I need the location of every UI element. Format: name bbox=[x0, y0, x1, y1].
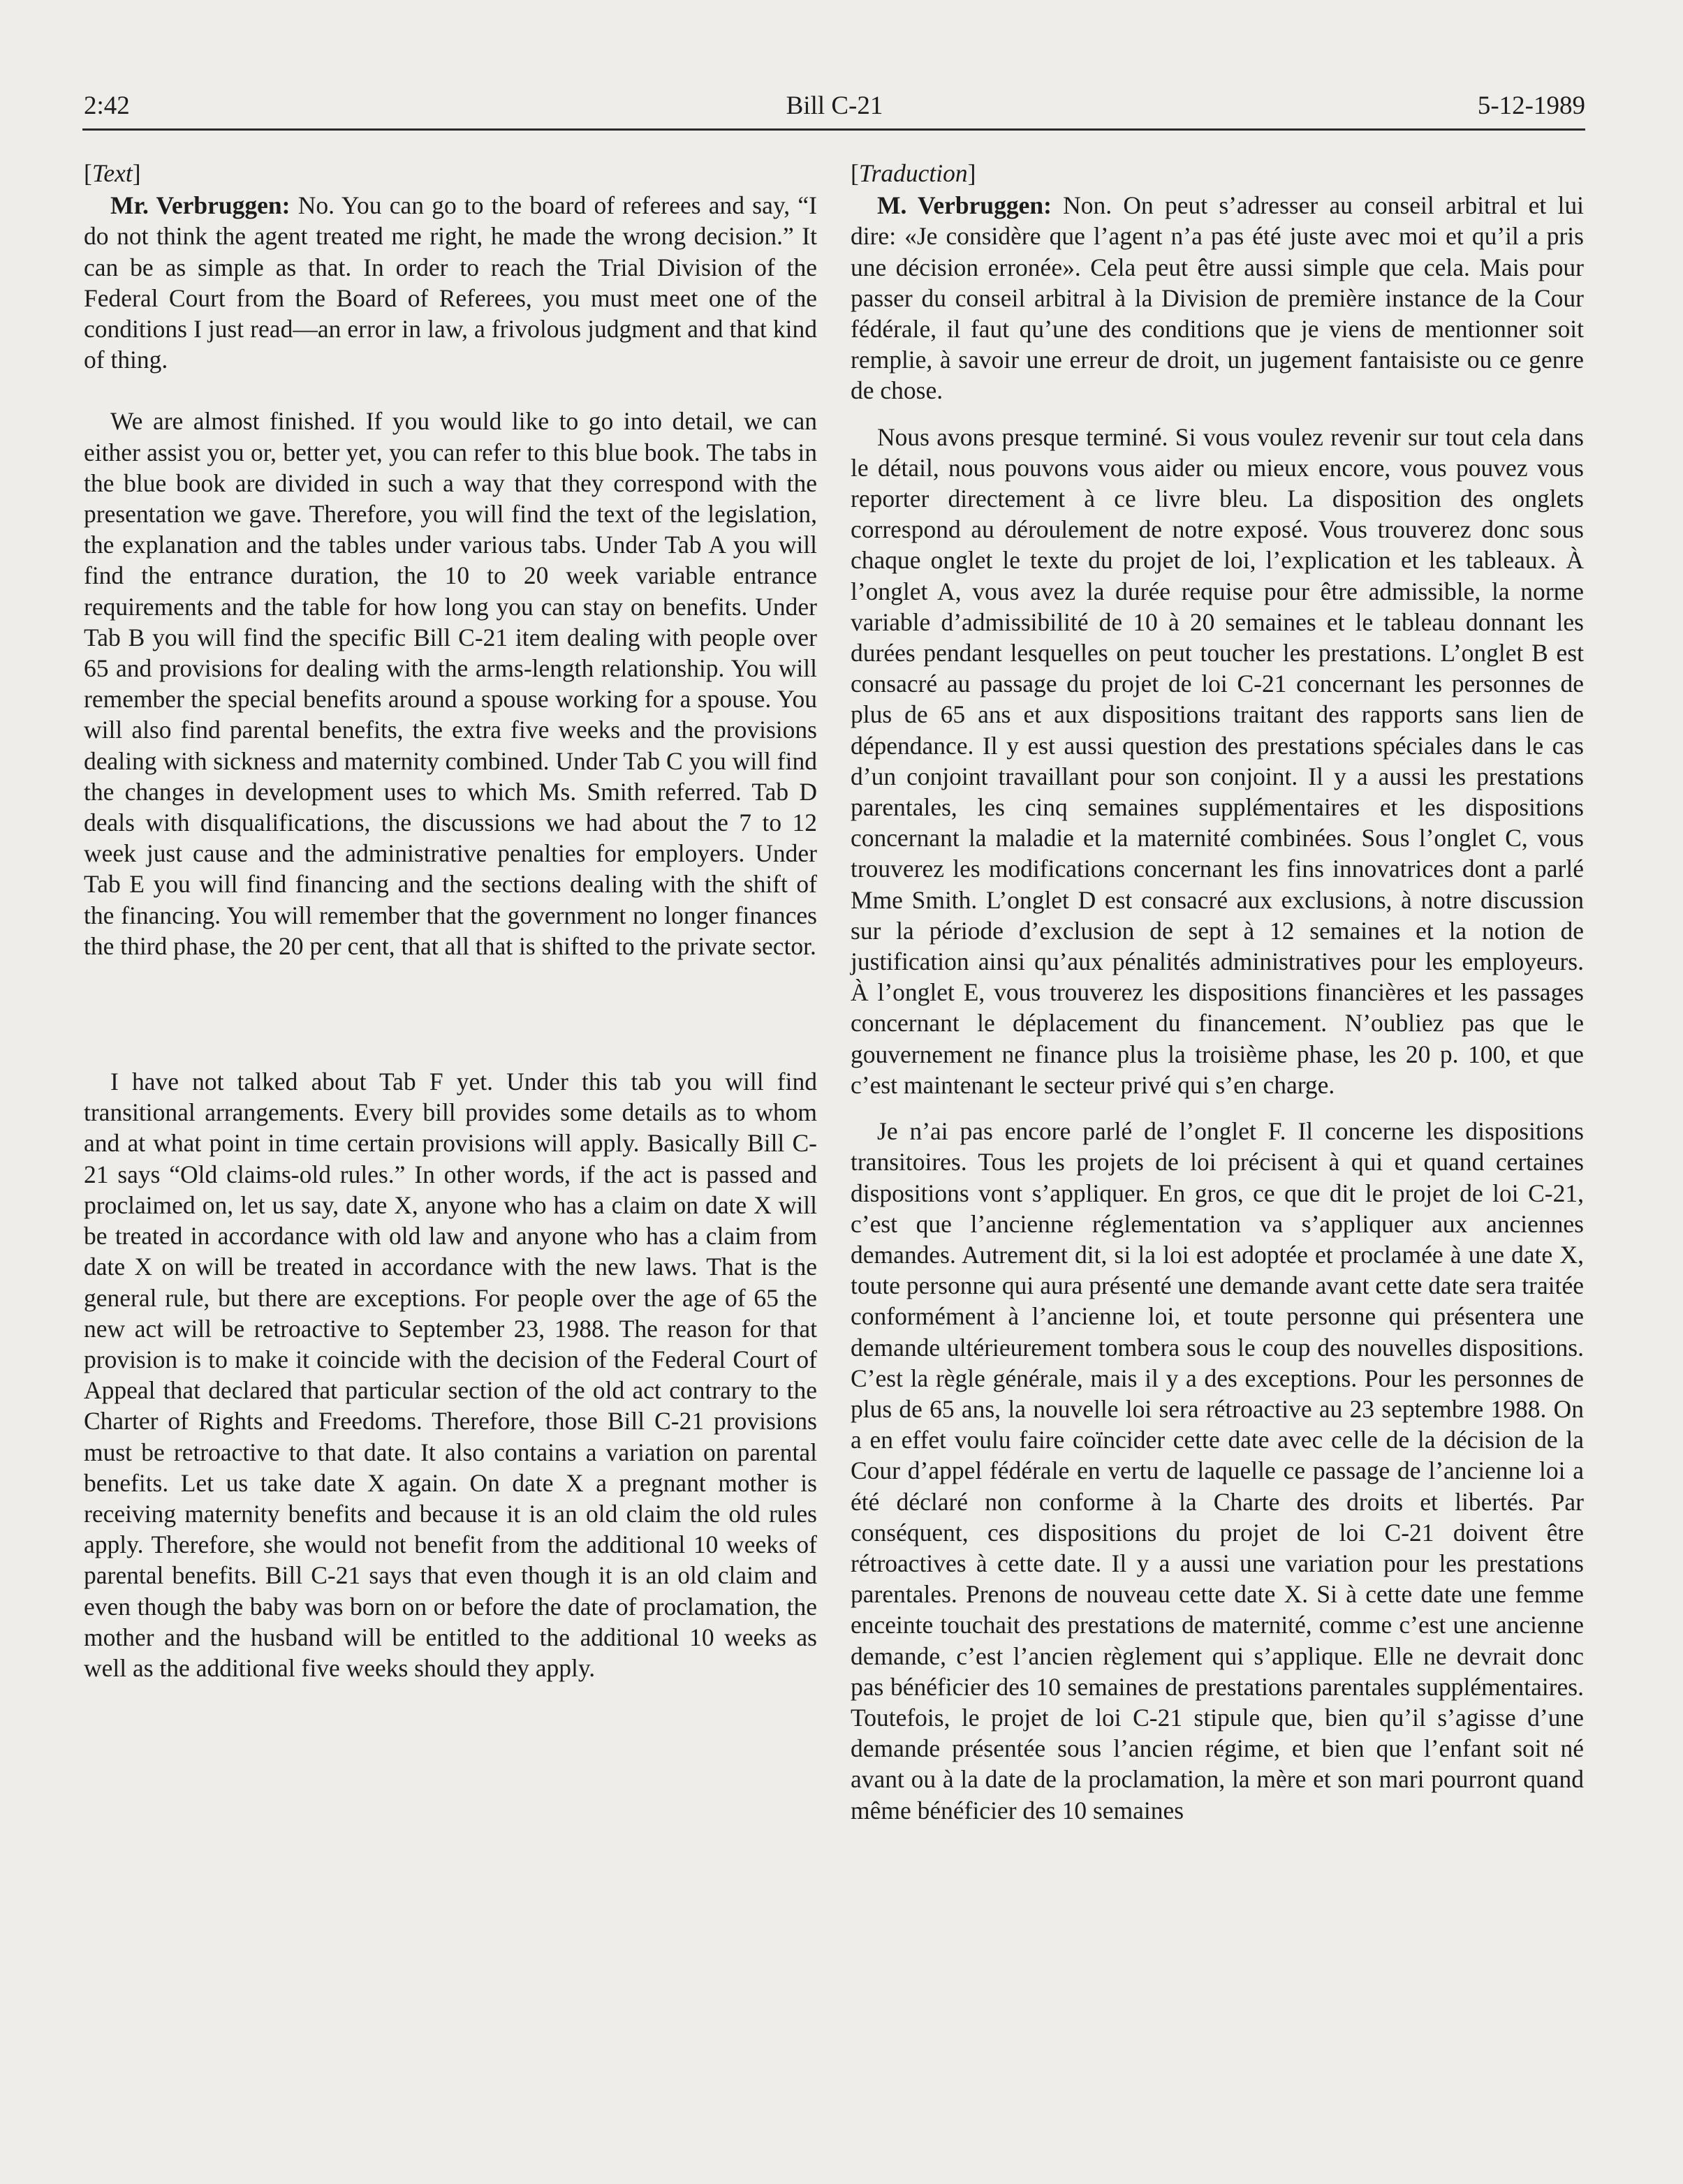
speaker-name: Mr. Verbruggen: bbox=[110, 191, 291, 220]
paragraph: M. Verbruggen: Non. On peut s’adresser au conseil arbitral et lui dire: «Je considère que l’agent n’a pas été juste avec moi et qu’il a pris une décision erronée». Cela peut être aussi simple que cela. Mais pour passer du conseil arbitral à la Division de première instance de la Cour fédérale, il faut qu’une des conditions que je viens de mentionner soit remplie, à savoir une erreur de droit, un jugement fantaisiste ou ce genre de chose. bbox=[851, 191, 1584, 405]
header-date: 5-12-1989 bbox=[1477, 91, 1585, 120]
speaker-name: M. Verbruggen: bbox=[877, 191, 1052, 220]
french-column bbox=[851, 158, 1584, 1826]
english-column bbox=[84, 158, 817, 1683]
header-rule bbox=[82, 128, 1585, 131]
paragraph: Nous avons presque terminé. Si vous voulez revenir sur tout cela dans le détail, nous pouvons vous aider ou mieux encore, vous pouvez vous reporter directement à ce livre bleu. La disposition des onglets correspond au déroulement de notre exposé. Vous trouverez donc sous chaque onglet le texte du projet de loi, l’explication et les tableaux. À l’onglet A, vous avez la durée requise pour être admissible, la norme variable d’admissibilité de 10 à 20 semaines et le tableau donnant les durées pendant lesquelles on peut toucher les prestations. L’onglet B est consacré au passage du projet de loi C-21 concernant les personnes de plus de 65 ans et aux dispositions traitant des rapports sans lien de dépendance. Il y est aussi question des prestations spéciales dans le cas d’un conjoint travaillant pour son conjoint. Il y a aussi les prestations parentales, les cinq semaines supplémentaires et les dispositions concernant la maladie et la maternité combinées. Sous l’onglet C, vous trouverez les modifications concernant les fins innovatrices dont a parlé Mme Smith. L’onglet D est consacré aux exclusions, à notre discussion sur la période d’exclusion de sept à 12 semaines et la notion de justification ainsi qu’aux pénalités administratives pour les employeurs. À l’onglet E, vous trouverez les dispositions financières et les passages concernant le déplacement du financement. N’oubliez pas que le gouvernement ne finance plus la troisième phase, les 20 p. 100, et que c’est maintenant le secteur privé qui s’en charge. bbox=[851, 422, 1584, 1099]
running-header bbox=[84, 87, 1585, 126]
language-tag: [Traduction] bbox=[851, 159, 976, 187]
page-number: 2:42 bbox=[84, 91, 130, 120]
bill-title: Bill C-21 bbox=[786, 91, 883, 120]
paragraph: We are almost finished. If you would like to go into detail, we can either assist you or, better yet, you can refer to this blue book. The tabs in the blue book are divided in such a way that they correspond with the presentation we gave. Therefore, you will find the text of the legislation, the explanation and the tables under various tabs. Under Tab A you will find the entrance duration, the 10 to 20 week variable entrance requirements and the table for how long you can stay on benefits. Under Tab B you will find the specific Bill C-21 item dealing with people over 65 and provisions for dealing with the arms-length relationship. You will remember the special benefits around a spouse working for a spouse. You will also find parental benefits, the extra five weeks and the provisions dealing with sickness and maternity combined. Under Tab C you will find the changes in development uses to which Ms. Smith referred. Tab D deals with disqualifications, the discussions we had about the 7 to 12 week just cause and the administrative penalties for employers. Under Tab E you will find financing and the sections dealing with the shift of the financing. You will remember that the government no longer finances the third phase, the 20 per cent, that all that is shifted to the private sector. bbox=[84, 407, 817, 960]
language-tag: [Text] bbox=[84, 159, 141, 187]
paragraph: Je n’ai pas encore parlé de l’onglet F. Il concerne les dispositions transitoires. Tous les projets de loi précisent à qui et quand certaines dispositions vont s’appliquer. En gros, ce que dit le projet de loi C-21, c’est que l’ancienne réglementation va s’appliquer aux anciennes demandes. Autrement dit, si la loi est adoptée et proclamée à une date X, toute personne qui aura présenté une demande avant cette date sera traitée conformément à l’ancienne loi, et toute personne qui présentera une demande ultérieurement tombera sous le coup des nouvelles dispositions. C’est la règle générale, mais il y a des exceptions. Pour les personnes de plus de 65 ans, la nouvelle loi sera rétroactive au 23 septembre 1988. On a en effet voulu faire coïncider cette date avec celle de la décision de la Cour d’appel fédérale en vertu de laquelle ce passage de l’ancienne loi a été déclaré non conforme à la Charte des droits et libertés. Par conséquent, ces dispositions du projet de loi C-21 doivent être rétroactives à cette date. Il y a aussi une variation pour les prestations parentales. Prenons de nouveau cette date X. Si à cette date une femme enceinte touchait des prestations de maternité, comme c’est une ancienne demande, c’est l’ancien règlement qui s’applique. Elle ne devrait donc pas bénéficier des 10 semaines de prestations parentales supplémentaires. Toutefois, le projet de loi C-21 stipule que, bien qu’il s’agisse d’une demande présentée sous l’ancien régime, et bien que l’enfant soit né avant ou à la date de la proclamation, la mère et son mari pourront quand même bénéficier des 10 semaines bbox=[851, 1117, 1584, 1824]
paragraph: I have not talked about Tab F yet. Under this tab you will find transitional arrangements. Every bill provides some details as to whom and at what point in time certain provisions will apply. Basically Bill C-21 says “Old claims-old rules.” In other words, if the act is passed and proclaimed on, let us say, date X, anyone who has a claim on date X will be treated in accordance with old law and anyone who has a claim from date X on will be treated in accordance with the new laws. That is the general rule, but there are exceptions. For people over the age of 65 the new act will be retroactive to September 23, 1988. The reason for that provision is to make it coincide with the decision of the Federal Court of Appeal that declared that particular section of the old act contrary to the Charter of Rights and Freedoms. Therefore, those Bill C-21 provisions must be retroactive to that date. It also contains a variation on parental benefits. Let us take date X again. On date X a pregnant mother is receiving maternity benefits and because it is an old claim the old rules apply. Therefore, she would not benefit from the additional 10 weeks of parental benefits. Bill C-21 says that even though it is an old claim and even though the baby was born on or before the date of proclamation, the mother and the husband will be entitled to the additional 10 weeks as well as the additional five weeks should they apply. bbox=[84, 1068, 817, 1682]
paragraph: Mr. Verbruggen: No. You can go to the board of referees and say, “I do not think the agent treated me right, he made the wrong decision.” It can be as simple as that. In order to reach the Trial Division of the Federal Court from the Board of Referees, you must meet one of the conditions I just read—an error in law, a frivolous judgment and that kind of thing. bbox=[84, 191, 817, 374]
